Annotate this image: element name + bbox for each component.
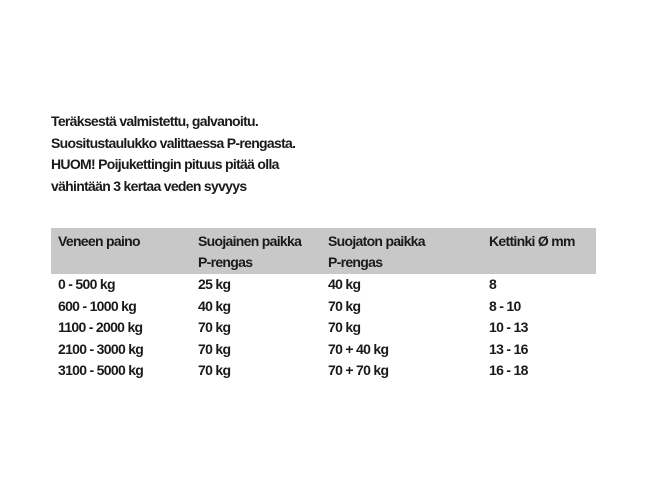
intro-line: Teräksestä valmistettu, galvanoitu.: [51, 113, 259, 129]
table-cell: 25 kg: [198, 276, 231, 292]
table-header-cell: P-rengas: [328, 254, 383, 270]
table-cell: 16 - 18: [489, 362, 528, 378]
intro-text: [51, 111, 295, 197]
table-cell: 70 kg: [198, 362, 231, 378]
table-cell: 600 - 1000 kg: [58, 297, 137, 314]
table-cell: 0 - 500 kg: [58, 276, 115, 292]
intro-line: HUOM! Poijukettingin pituus pitää olla: [51, 156, 279, 172]
table-cell: 70 + 70 kg: [328, 362, 389, 378]
table-cell: 70 kg: [328, 297, 361, 314]
table-header-cell: Veneen paino: [58, 233, 140, 249]
intro-line: Suositustaulukko valittaessa P-rengasta.: [51, 134, 296, 151]
table-cell: 70 kg: [328, 319, 361, 335]
table-cell: 3100 - 5000 kg: [58, 362, 144, 378]
table-cell: 13 - 16: [489, 340, 528, 357]
table-header-cell: Suojainen paikka: [198, 233, 302, 249]
table-header-cell: Suojaton paikka: [328, 233, 425, 249]
table-cell: 8 - 10: [489, 297, 521, 314]
intro-line: vähintään 3 kertaa veden syvyys: [51, 177, 247, 194]
table-header-cell: P-rengas: [198, 254, 253, 270]
table-header-cell: Kettinki Ø mm: [489, 233, 575, 249]
table-cell: 40 kg: [328, 276, 361, 292]
table-cell: 10 - 13: [489, 319, 528, 335]
table-cell: 70 + 40 kg: [328, 340, 389, 357]
table-cell: 2100 - 3000 kg: [58, 340, 144, 357]
table-cell: 70 kg: [198, 319, 231, 335]
table-cell: 70 kg: [198, 340, 231, 357]
table-cell: 8: [489, 276, 497, 292]
table-cell: 1100 - 2000 kg: [58, 319, 143, 335]
table-cell: 40 kg: [198, 297, 231, 314]
